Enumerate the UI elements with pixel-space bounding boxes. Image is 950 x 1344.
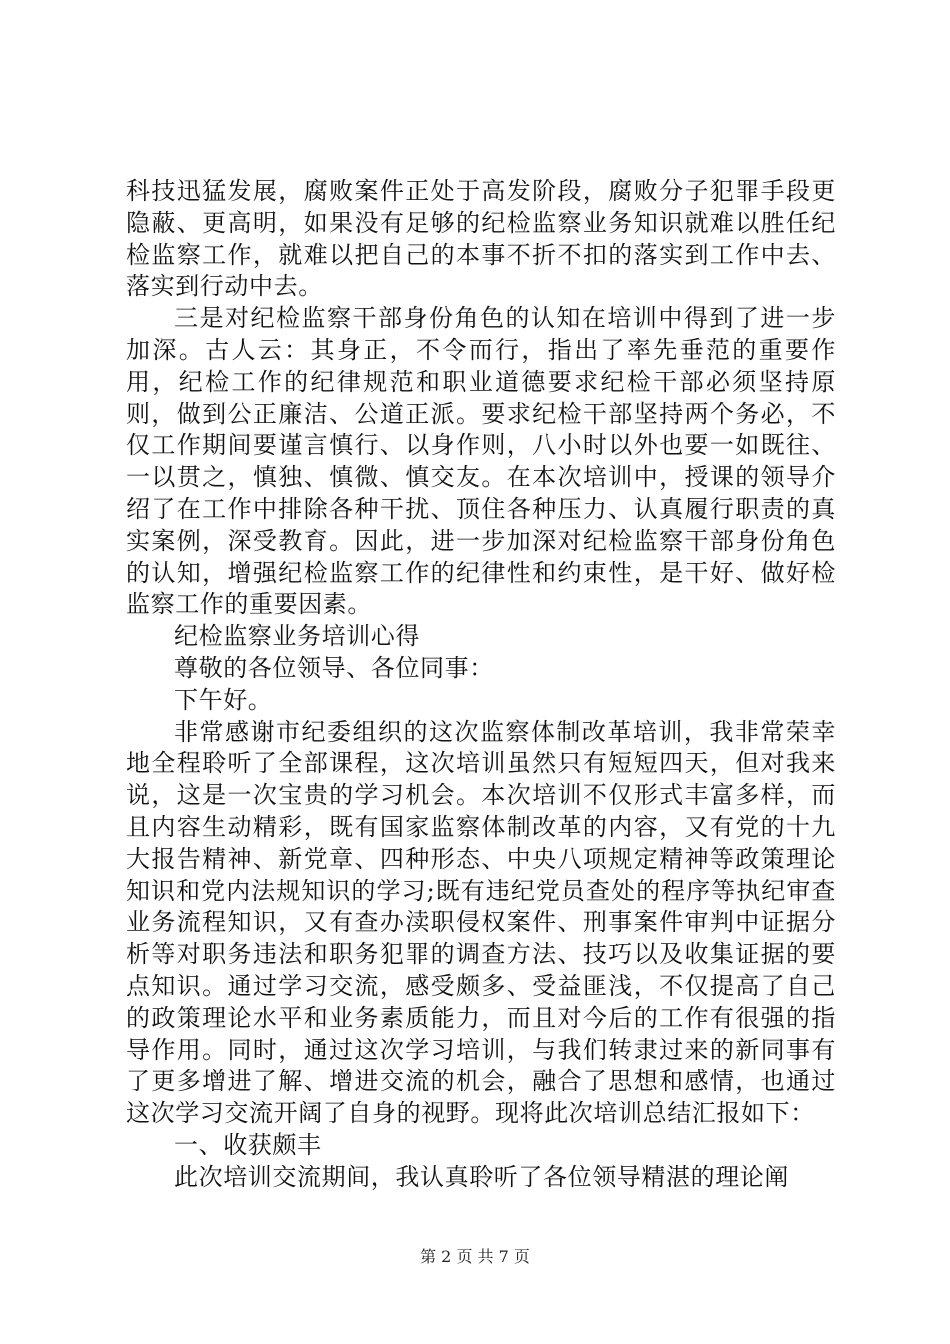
greeting: 下午好。 xyxy=(174,685,273,714)
paragraph-continuation: 科技迅猛发展，腐败案件正处于高发阶段，腐败分子犯罪手段更隐蔽、更高明，如果没有足够的纪检监察业务知识就难以胜任纪检监察工作，就难以把自己的本事不折不扣的落实到工作中去、落实到行动中去。 xyxy=(126,177,836,301)
document-body xyxy=(126,176,836,1194)
heading-harvest: 一、收获颇丰 xyxy=(174,1130,322,1159)
page-number-footer: 第 2 页 共 7 页 xyxy=(420,1247,530,1266)
paragraph-harvest-start: 此次培训交流期间，我认真聆听了各位领导精湛的理论阐 xyxy=(174,1162,789,1191)
paragraph-point-three: 三是对纪检监察干部身份角色的认知在培训中得到了进一步加深。古人云：其身正，不令而行，指出了率先垂范的重要作用，纪检工作的纪律规范和职业道德要求纪检干部必须坚持原则，做到公正廉洁、公道正派。要求纪检干部坚持两个务必，不仅工作期间要谨言慎行、以身作则，八小时以外也要一如既往、一以贯之，慎独、慎微、慎交友。在本次培训中，授课的领导介绍了在工作中排除各种干扰、顶住各种压力、认真履行职责的真实案例，深受教育。因此，进一步加深对纪检监察干部身份角色的认知，增强纪检监察工作的纪律性和约束性，是干好、做好检监察工作的重要因素。 xyxy=(126,304,836,619)
section-title: 纪检监察业务培训心得 xyxy=(174,622,420,651)
salutation: 尊敬的各位领导、各位同事： xyxy=(174,653,494,682)
paragraph-introduction: 非常感谢市纪委组织的这次监察体制改革培训，我非常荣幸地全程聆听了全部课程，这次培训虽然只有短短四天，但对我来说，这是一次宝贵的学习机会。本次培训不仅形式丰富多样，而且内容生动精彩，既有国家监察体制改革的内容，又有党的十九大报告精神、新党章、四种形态、中央八项规定精神等政策理论知识和党内法规知识的学习;既有违纪党员查处的程序等执纪审查业务流程知识，又有查办渎职侵权案件、刑事案件审判中证据分析等对职务违法和职务犯罪的调查方法、技巧以及收集证据的要点知识。通过学习交流，感受颇多、受益匪浅，不仅提高了自己的政策理论水平和业务素质能力，而且对今后的工作有很强的指导作用。同时，通过这次学习培训，与我们转隶过来的新同事有了更多增进了解、增进交流的机会，融合了思想和感情，也通过这次学习交流开阔了自身的视野。现将此次培训总结汇报如下： xyxy=(126,717,836,1128)
